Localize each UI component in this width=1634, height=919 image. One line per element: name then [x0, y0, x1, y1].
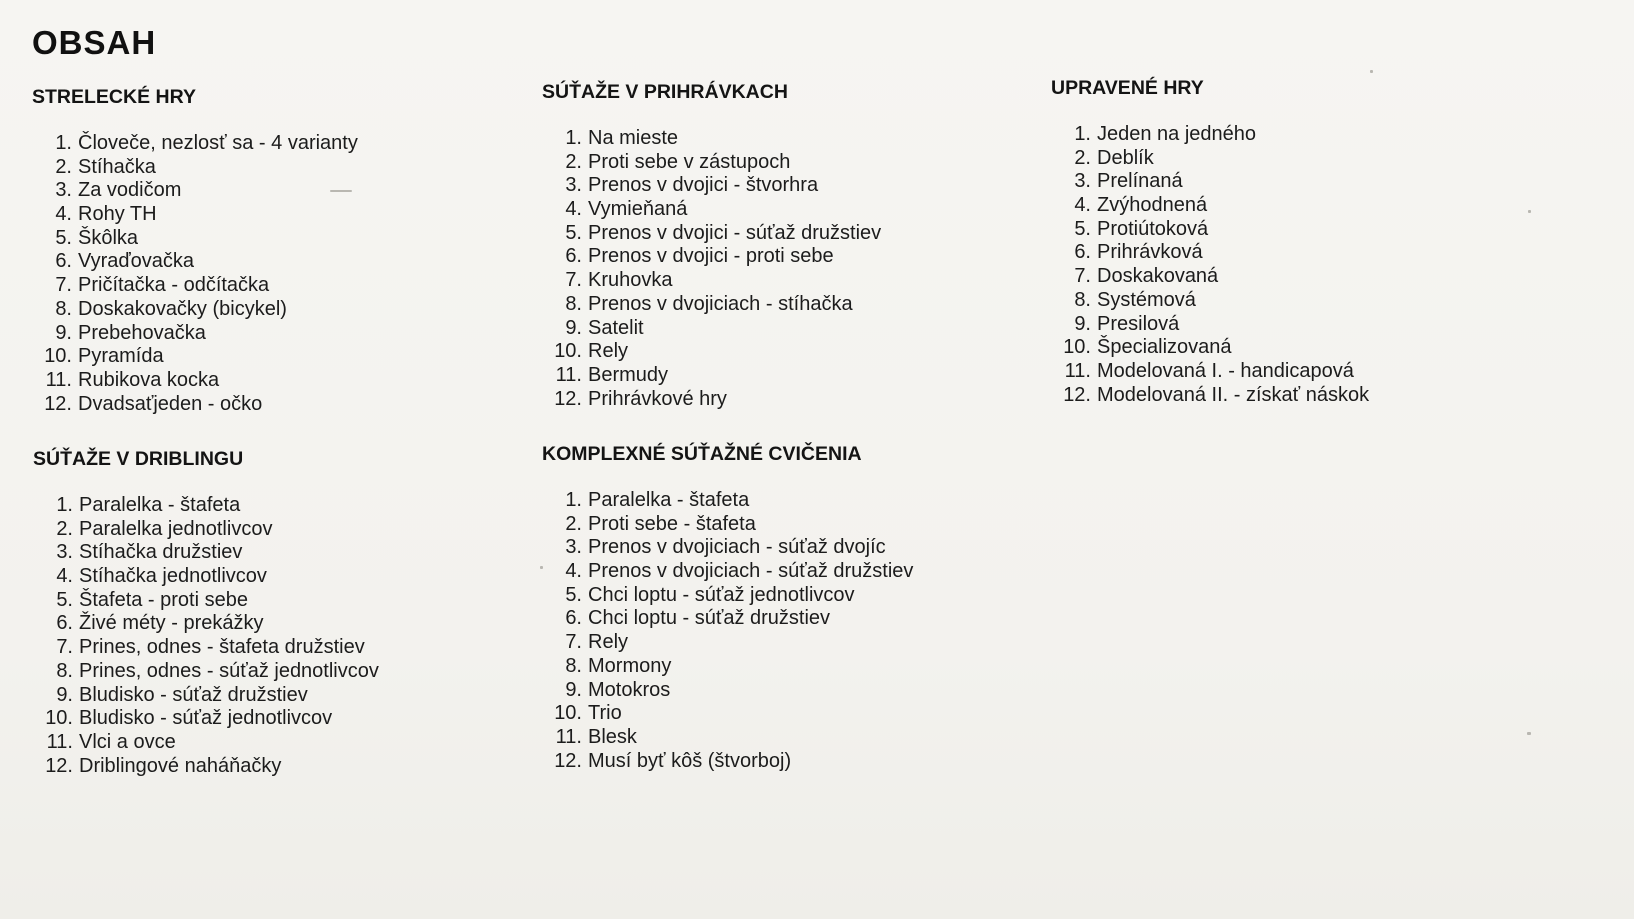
- item-text: Trio: [588, 702, 622, 725]
- list-item: [542, 269, 881, 293]
- list-item: [32, 250, 358, 274]
- list-item: [33, 707, 379, 731]
- list-item: [1051, 241, 1369, 265]
- section-sutaze-v-driblingu: [33, 448, 379, 778]
- section-komplexne-sutazne-cvicenia: [542, 443, 913, 773]
- list-item: [33, 541, 379, 565]
- item-number: 10.: [1063, 336, 1091, 359]
- item-text: Zvýhodnená: [1097, 194, 1208, 217]
- list-item: [542, 513, 913, 537]
- list-item: [542, 245, 881, 269]
- item-text: Motokros: [588, 678, 671, 701]
- item-number: 6.: [56, 612, 73, 635]
- item-text: Vlci a ovce: [79, 730, 176, 753]
- item-number: 6.: [565, 607, 582, 630]
- section-upravene-hry: [1051, 77, 1369, 407]
- section-sutaze-v-prihravkach: [542, 81, 881, 411]
- list-item: [32, 179, 358, 203]
- item-text: Živé méty - prekážky: [79, 612, 264, 635]
- item-number: 2.: [565, 150, 582, 173]
- list-item: [542, 293, 881, 317]
- section-item-list: [542, 127, 881, 411]
- item-number: 9.: [56, 683, 73, 706]
- item-text: Prines, odnes - súťaž jednotlivcov: [79, 659, 379, 682]
- list-item: [542, 317, 881, 341]
- list-item: [32, 203, 358, 227]
- list-item: [33, 731, 379, 755]
- item-number: 5.: [565, 583, 582, 606]
- list-item: [542, 174, 881, 198]
- item-text: Prihrávkové hry: [588, 387, 727, 410]
- list-item: [32, 298, 358, 322]
- list-item: [32, 322, 358, 346]
- item-text: Blesk: [588, 725, 637, 748]
- item-number: 10.: [45, 707, 73, 730]
- item-number: 6.: [565, 245, 582, 268]
- item-number: 12.: [554, 387, 582, 410]
- item-text: Presilová: [1097, 312, 1180, 335]
- list-item: [542, 151, 881, 175]
- paper-speck: [540, 566, 543, 569]
- item-number: 5.: [56, 588, 73, 611]
- item-number: 2.: [565, 512, 582, 535]
- item-number: 7.: [1074, 265, 1091, 288]
- item-number: 2.: [56, 517, 73, 540]
- list-item: [542, 536, 913, 560]
- item-number: 10.: [44, 345, 72, 368]
- item-number: 8.: [55, 297, 72, 320]
- list-item: [1051, 336, 1369, 360]
- item-text: Proti sebe - štafeta: [588, 512, 756, 535]
- item-number: 10.: [554, 702, 582, 725]
- item-text: Špecializovaná: [1097, 336, 1232, 359]
- list-item: [542, 607, 913, 631]
- item-text: Prenos v dvojiciach - stíhačka: [588, 292, 853, 315]
- item-number: 11.: [555, 363, 582, 386]
- item-number: 6.: [55, 250, 72, 273]
- page-title: OBSAH: [32, 24, 157, 61]
- item-text: Vymieňaná: [588, 198, 688, 221]
- section-item-list: [542, 489, 913, 773]
- item-text: Paralelka jednotlivcov: [79, 517, 273, 540]
- item-number: 5.: [565, 221, 582, 244]
- list-item: [1051, 289, 1369, 313]
- item-number: 5.: [55, 226, 72, 249]
- list-item: [32, 132, 358, 156]
- paper-speck: [1370, 70, 1373, 73]
- item-number: 5.: [1074, 217, 1091, 240]
- item-number: 4.: [55, 203, 72, 226]
- item-text: Rohy TH: [78, 203, 157, 226]
- item-text: Stíhačka jednotlivcov: [79, 565, 267, 588]
- item-text: Doskakovaná: [1097, 265, 1219, 288]
- item-number: 11.: [555, 725, 582, 748]
- item-text: Paralelka - štafeta: [79, 494, 241, 516]
- item-number: 11.: [46, 730, 73, 753]
- item-number: 7.: [55, 274, 72, 297]
- item-text: Prihrávková: [1097, 241, 1203, 264]
- item-number: 2.: [55, 155, 72, 178]
- list-item: [542, 655, 913, 679]
- item-text: Kruhovka: [588, 269, 673, 292]
- item-number: 12.: [45, 754, 73, 777]
- item-number: 7.: [565, 631, 582, 654]
- item-text: Bludisko - súťaž družstiev: [79, 683, 308, 706]
- item-number: 9.: [55, 321, 72, 344]
- item-number: 8.: [565, 292, 582, 315]
- item-text: Modelovaná I. - handicapová: [1097, 359, 1354, 382]
- item-number: 8.: [565, 654, 582, 677]
- item-text: Prenos v dvojici - súťaž družstiev: [588, 221, 882, 244]
- list-item: [542, 364, 881, 388]
- item-number: 4.: [565, 198, 582, 221]
- list-item: [1051, 194, 1369, 218]
- item-number: 3.: [565, 536, 582, 559]
- item-number: 12.: [44, 392, 72, 415]
- item-text: Rely: [588, 631, 629, 654]
- item-number: 9.: [565, 316, 582, 339]
- list-item: [1051, 360, 1369, 384]
- item-text: Bludisko - súťaž jednotlivcov: [79, 707, 333, 730]
- item-text: Mormony: [588, 654, 672, 677]
- item-text: Človeče, nezlosť sa - 4 varianty: [78, 132, 358, 154]
- item-text: Driblingové naháňačky: [79, 754, 282, 777]
- list-item: [33, 518, 379, 542]
- list-item: [542, 702, 913, 726]
- list-item: [1051, 313, 1369, 337]
- list-item: [542, 679, 913, 703]
- list-item: [33, 660, 379, 684]
- item-number: 10.: [554, 340, 582, 363]
- list-item: [542, 726, 913, 750]
- item-text: Bermudy: [588, 363, 669, 386]
- item-number: 1.: [565, 127, 582, 149]
- list-item: [33, 612, 379, 636]
- item-text: Rubikova kocka: [78, 368, 220, 391]
- item-number: 9.: [1074, 312, 1091, 335]
- item-number: 9.: [565, 678, 582, 701]
- list-item: [33, 755, 379, 779]
- section-item-list: [32, 132, 358, 416]
- list-item: [542, 388, 881, 412]
- item-text: Prelínaná: [1097, 170, 1183, 193]
- item-number: 12.: [554, 749, 582, 772]
- item-number: 11.: [1064, 359, 1091, 382]
- item-text: Prines, odnes - štafeta družstiev: [79, 636, 365, 659]
- list-item: [1051, 218, 1369, 242]
- section-title: UPRAVENÉ HRY: [1051, 77, 1204, 99]
- item-text: Prebehovačka: [78, 321, 206, 344]
- section-strelecke-hry: [32, 86, 358, 416]
- item-number: 3.: [565, 174, 582, 197]
- list-item: [32, 345, 358, 369]
- item-text: Chci loptu - súťaž družstiev: [588, 607, 831, 630]
- item-text: Stíhačka družstiev: [79, 541, 243, 564]
- item-number: 4.: [565, 560, 582, 583]
- list-item: [32, 393, 358, 417]
- list-item: [33, 684, 379, 708]
- list-item: [32, 274, 358, 298]
- item-text: Satelit: [588, 316, 644, 339]
- paper-speck: [1528, 210, 1531, 213]
- item-text: Prenos v dvojiciach - súťaž družstiev: [588, 560, 914, 583]
- item-number: 4.: [56, 565, 73, 588]
- section-title: STRELECKÉ HRY: [32, 86, 196, 108]
- list-item: [542, 198, 881, 222]
- item-text: Štafeta - proti sebe: [79, 588, 248, 611]
- item-text: Škôlka: [78, 226, 139, 249]
- list-item: [1051, 123, 1369, 147]
- list-item: [1051, 265, 1369, 289]
- item-text: Na mieste: [588, 127, 679, 149]
- section-title: SÚŤAŽE V DRIBLINGU: [33, 448, 244, 470]
- item-number: 1.: [55, 132, 72, 154]
- list-item: [542, 750, 913, 774]
- item-number: 11.: [45, 368, 72, 391]
- item-number: 7.: [56, 636, 73, 659]
- section-item-list: [33, 494, 379, 778]
- item-number: 7.: [565, 269, 582, 292]
- item-text: Jeden na jedného: [1097, 123, 1257, 145]
- item-text: Za vodičom: [78, 179, 182, 202]
- item-number: 6.: [1074, 241, 1091, 264]
- item-number: 3.: [55, 179, 72, 202]
- section-title: KOMPLEXNÉ SÚŤAŽNÉ CVIČENIA: [542, 443, 862, 465]
- item-number: 4.: [1074, 194, 1091, 217]
- item-number: 8.: [56, 659, 73, 682]
- list-item: [542, 340, 881, 364]
- item-text: Pyramída: [78, 345, 164, 368]
- item-text: Rely: [588, 340, 629, 363]
- item-number: 12.: [1063, 383, 1091, 406]
- item-number: 1.: [565, 489, 582, 511]
- item-text: Modelovaná II. - získať náskok: [1097, 383, 1370, 406]
- item-text: Stíhačka: [78, 155, 156, 178]
- item-text: Prenos v dvojici - štvorhra: [588, 174, 819, 197]
- item-text: Prenos v dvojici - proti sebe: [588, 245, 834, 268]
- section-title: SÚŤAŽE V PRIHRÁVKACH: [542, 81, 788, 103]
- list-item: [33, 565, 379, 589]
- list-item: [542, 631, 913, 655]
- item-text: Paralelka - štafeta: [588, 489, 750, 511]
- item-text: Vyraďovačka: [78, 250, 195, 273]
- item-number: 3.: [1074, 170, 1091, 193]
- item-text: Prenos v dvojiciach - súťaž dvojíc: [588, 536, 886, 559]
- item-text: Doskakovačky (bicykel): [78, 297, 287, 320]
- item-number: 3.: [56, 541, 73, 564]
- item-number: 2.: [1074, 146, 1091, 169]
- item-text: Pričítačka - odčítačka: [78, 274, 270, 297]
- list-item: [33, 494, 379, 518]
- list-item: [32, 156, 358, 180]
- list-item: [33, 589, 379, 613]
- list-item: [542, 584, 913, 608]
- item-text: Chci loptu - súťaž jednotlivcov: [588, 583, 855, 606]
- list-item: [1051, 384, 1369, 408]
- item-text: Musí byť kôš (štvorboj): [588, 749, 792, 772]
- paper-speck: [330, 190, 352, 192]
- item-text: Dvadsaťjeden - očko: [78, 392, 263, 415]
- list-item: [542, 127, 881, 151]
- list-item: [542, 489, 913, 513]
- list-item: [542, 222, 881, 246]
- paper-speck: [1527, 732, 1531, 735]
- item-text: Proti sebe v zástupoch: [588, 150, 791, 173]
- item-number: 8.: [1074, 288, 1091, 311]
- list-item: [32, 227, 358, 251]
- item-text: Protiútoková: [1097, 217, 1209, 240]
- list-item: [32, 369, 358, 393]
- list-item: [33, 636, 379, 660]
- item-number: 1.: [1074, 123, 1091, 145]
- list-item: [1051, 170, 1369, 194]
- item-text: Deblík: [1097, 146, 1154, 169]
- list-item: [542, 560, 913, 584]
- item-text: Systémová: [1097, 288, 1196, 311]
- item-number: 1.: [56, 494, 73, 516]
- section-item-list: [1051, 123, 1369, 407]
- list-item: [1051, 147, 1369, 171]
